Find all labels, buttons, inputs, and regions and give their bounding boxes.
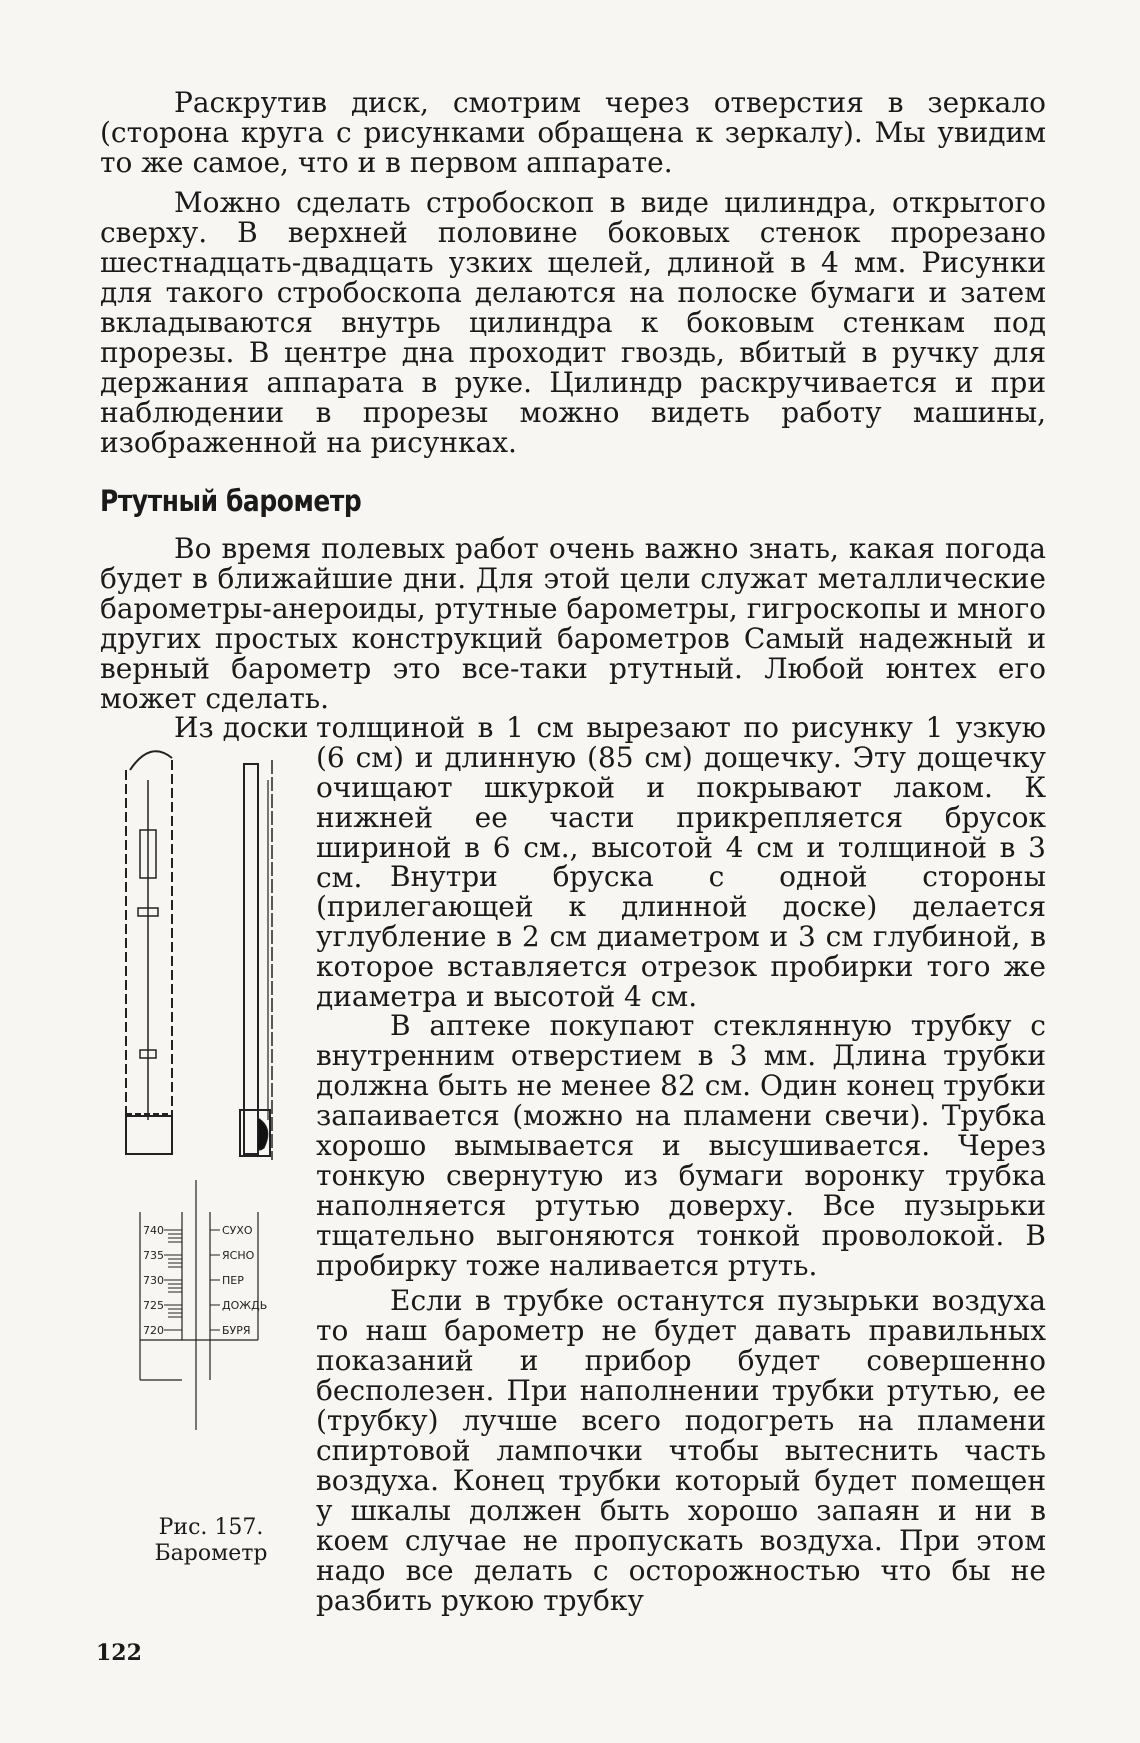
weather-word-clear: ЯСНО (222, 1249, 255, 1262)
weather-words (222, 1224, 267, 1337)
paragraph-barometer-intro: Во время полевых работ очень важно знать, какая погода будет в ближайшие дни. Для этой цели служат металлические барометры-анероиды, ртутные барометры, гигроскопы и много других простых конструкций барометров Самый надежный и верный барометр это все-таки ртутный. Любой юнтех его может сделать. (100, 532, 1046, 715)
paragraph-stroboscope-mirror: Раскрутив диск, смотрим через отверстия в зеркало (сторона круга с рисунками обращена к зеркалу). Мы увидим то же самое, что и в первом аппарате. (100, 86, 1046, 179)
page-number: 122 (96, 1640, 142, 1666)
scale-number-730: 730 (143, 1274, 164, 1287)
scale-number-740: 740 (143, 1224, 164, 1237)
scale-number-725: 725 (143, 1299, 164, 1312)
scale-numbers (143, 1224, 164, 1337)
weather-word-dry: СУХО (222, 1224, 253, 1237)
paragraph-block-recess: Внутри бруска с одной стороны (прилегающей к длинной доске) делается углубление в 2 см диаметром и 3 см глубиной, в которое вставляется отрезок пробирки того же диаметра и высотой 4 см. (316, 860, 1046, 1013)
scale-number-735: 735 (143, 1249, 164, 1262)
weather-word-changeable: ПЕР (222, 1274, 244, 1287)
weather-word-rain: ДОЖДЬ (222, 1299, 268, 1312)
paragraph-stroboscope-cylinder: Можно сделать стробоскоп в виде цилиндра, открытого сверху. В верхней половине боковых стенок прорезано шестнадцать-двадцать узких щелей, длиной в 4 мм. Рисунки для такого стробоскопа делаются на полоске бумаги и затем вкладываются внутрь цилиндра к боковым стенкам под прорезы. В центре дна проходит гвоздь, вбитый в ручку для держания аппарата в руке. Цилиндр раскручивается и при наблюдении в прорезы можно видеть работу машины, изображенной на рисунках. (100, 186, 1046, 459)
paragraph-board: толщиной в 1 см вырезают по рисунку 1 узкую (6 см) и длинную (85 см) дощечку. Эту дощечку очищают шкуркой и покрывают лаком. К нижней ее части прикрепляется брусок шириной в 6 см., высотой 4 см и толщиной в 3 см. (316, 711, 1046, 894)
barometer-drawing (112, 740, 310, 1500)
barometer-figure (112, 740, 310, 1500)
paragraph-board-lead: Из доски (174, 711, 309, 744)
paragraph-air-bubbles: Если в трубке останутся пузырьки воздуха то наш барометр не будет давать правильных показаний и прибор будет совершенно бесполезен. При наполнении трубки ртутью, ее (трубку) лучше всего подогреть на пламени спиртовой лампочки чтобы вытеснить часть воздуха. Конец трубки который будет помещен у шкалы должен быть хорошо запаян и ни в коем случае не пропускать воздуха. При этом надо все делать с осторожностью что бы не разбить рукою трубку (316, 1284, 1046, 1617)
weather-word-storm: БУРЯ (222, 1324, 251, 1337)
side-view-board (240, 760, 272, 1160)
scale-number-720: 720 (143, 1324, 164, 1337)
paragraph-glass-tube: В аптеке покупают стеклянную трубку с внутренним отверстием в 3 мм. Длина трубки должна быть не менее 82 см. Один конец трубки запаивается (можно на пламени свечи). Трубка хорошо вымывается и высушивается. Через тонкую свернутую из бумаги воронку трубка наполняется ртутью доверху. Все пузырьки тщательно выгоняются тонкой проволокой. В пробирку тоже наливается ртуть. (316, 1009, 1046, 1282)
front-view-board (126, 751, 172, 1154)
section-heading: Ртутный барометр (100, 484, 362, 518)
figure-caption: Рис. 157. Барометр (154, 1515, 268, 1566)
